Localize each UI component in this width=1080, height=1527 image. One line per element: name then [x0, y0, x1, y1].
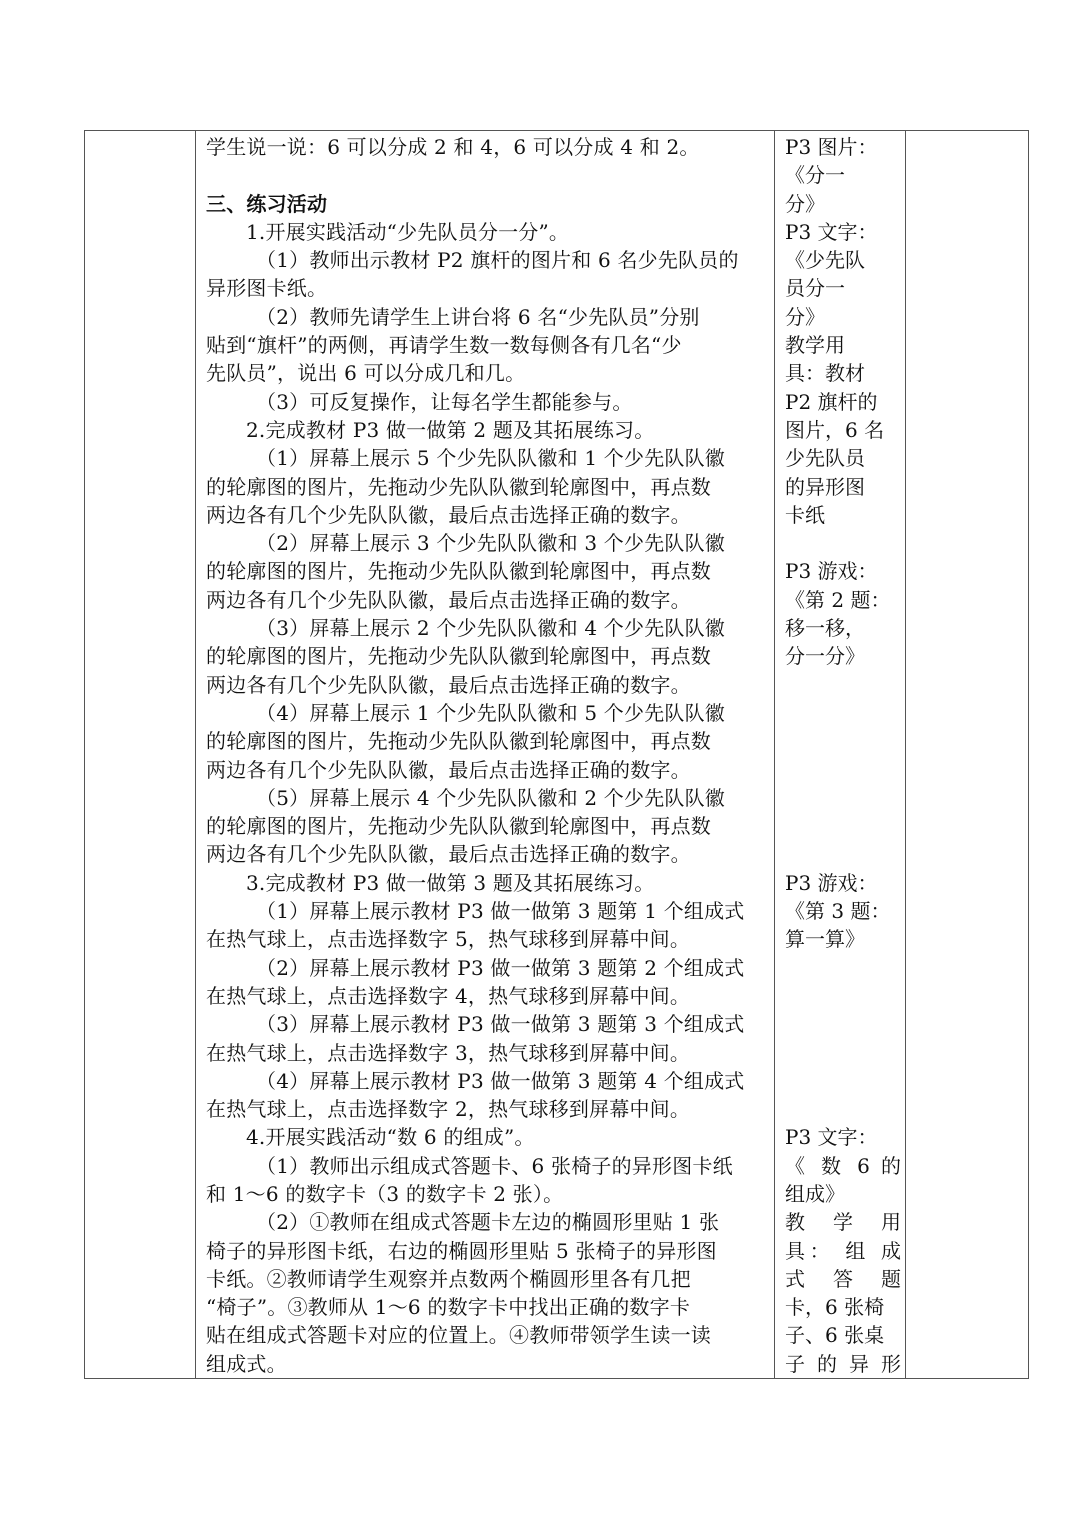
resources-cell — [775, 131, 906, 1379]
resource-line: 子 的 异 形 — [785, 1351, 901, 1376]
text-line: 的轮廓图的图片，先拖动少先队队徽到轮廓图中，再点数 — [206, 559, 711, 584]
text-line: （2）屏幕上展示教材 P3 做一做第 3 题第 2 个组成式 — [256, 955, 745, 980]
resource-line — [785, 529, 901, 557]
resource-line: 员分一 — [785, 276, 845, 301]
text-line: （4）屏幕上展示 1 个少先队队徽和 5 个少先队队徽 — [256, 700, 726, 725]
resource-line: P3 文字： — [785, 219, 878, 244]
resource-line: 分一分》 — [785, 644, 865, 669]
text-line: （1）教师出示组成式答题卡、6 张椅子的异形图卡纸 — [256, 1153, 733, 1178]
resource-line: 具：教材 — [785, 361, 865, 386]
text-line: （1）屏幕上展示教材 P3 做一做第 3 题第 1 个组成式 — [256, 899, 745, 924]
resource-line: 具： 组 成 — [785, 1238, 901, 1263]
text-line: 学生说一说：6 可以分成 2 和 4，6 可以分成 4 和 2。 — [206, 135, 700, 159]
resource-line — [785, 1067, 901, 1095]
resource-line — [785, 784, 901, 812]
text-line: （2）屏幕上展示 3 个少先队队徽和 3 个少先队队徽 — [256, 531, 726, 556]
resource-line — [785, 671, 901, 699]
lesson-plan-table — [84, 130, 1029, 1379]
resource-line — [785, 699, 901, 727]
text-line: 在热气球上，点击选择数字 5，热气球移到屏幕中间。 — [206, 927, 691, 952]
text-line: 2.完成教材 P3 做一做第 2 题及其拓展练习。 — [246, 417, 655, 442]
text-line: 的轮廓图的图片，先拖动少先队队徽到轮廓图中，再点数 — [206, 644, 711, 669]
text-line: 在热气球上，点击选择数字 3，热气球移到屏幕中间。 — [206, 1040, 691, 1065]
text-line: （5）屏幕上展示 4 个少先队队徽和 2 个少先队队徽 — [256, 785, 726, 810]
resource-line: 《少先队 — [785, 248, 865, 273]
resource-line: 子、6 张桌 — [785, 1323, 885, 1348]
text-line: 的轮廓图的图片，先拖动少先队队徽到轮廓图中，再点数 — [206, 814, 711, 839]
section-heading: 三、练习活动 — [206, 191, 328, 216]
resource-line: P3 图片： — [785, 135, 878, 159]
text-line: （3）可反复操作，让每名学生都能参与。 — [256, 389, 633, 414]
resource-line: 的异形图 — [785, 474, 865, 499]
resource-line: P2 旗杆的 — [785, 389, 878, 414]
text-line: 和 1～6 的数字卡（3 的数字卡 2 张）。 — [206, 1181, 564, 1206]
resource-line: 《分一 — [785, 163, 845, 188]
text-line: 先队员”，说出 6 可以分成几和几。 — [206, 361, 526, 386]
table-row — [85, 131, 1029, 1379]
resource-line — [785, 812, 901, 840]
text-line: “椅子”。③教师从 1～6 的数字卡中找出正确的数字卡 — [206, 1295, 691, 1320]
text-line: （1）屏幕上展示 5 个少先队队徽和 1 个少先队队徽 — [256, 446, 726, 471]
resource-line: 卡，6 张椅 — [785, 1295, 885, 1320]
resource-line — [785, 756, 901, 784]
resource-line: 《第 2 题： — [785, 587, 891, 612]
text-line: 贴在组成式答题卡对应的位置上。④教师带领学生读一读 — [206, 1323, 711, 1348]
resource-line: 分》 — [785, 304, 825, 329]
teaching-process-cell — [196, 131, 775, 1379]
resource-line — [785, 954, 901, 982]
text-line: （2）教师先请学生上讲台将 6 名“少先队员”分别 — [256, 304, 700, 329]
text-line: 两边各有几个少先队队徽，最后点击选择正确的数字。 — [206, 842, 691, 867]
text-line: 的轮廓图的图片，先拖动少先队队徽到轮廓图中，再点数 — [206, 729, 711, 754]
resource-line: 教学用 — [785, 333, 845, 358]
resource-line — [785, 1039, 901, 1067]
text-line: 两边各有几个少先队队徽，最后点击选择正确的数字。 — [206, 757, 691, 782]
teaching-process-text — [206, 133, 766, 1378]
stage-column-cell — [85, 131, 196, 1379]
text-line: 两边各有几个少先队队徽，最后点击选择正确的数字。 — [206, 502, 691, 527]
resource-line: P3 游戏： — [785, 870, 878, 895]
resource-line: P3 文字： — [785, 1125, 878, 1150]
text-line: 1.开展实践活动“少先队员分一分”。 — [246, 219, 570, 244]
text-line: 在热气球上，点击选择数字 4，热气球移到屏幕中间。 — [206, 983, 691, 1008]
resource-line: 式 答 题 — [785, 1266, 901, 1291]
resource-line — [785, 727, 901, 755]
text-line: 组成式。 — [206, 1351, 287, 1376]
text-line: （3）屏幕上展示教材 P3 做一做第 3 题第 3 个组成式 — [256, 1012, 745, 1037]
text-line: （1）教师出示教材 P2 旗杆的图片和 6 名少先队员的 — [256, 248, 739, 273]
resource-line: 《 数 6 的 — [785, 1153, 901, 1178]
resource-line: 《第 3 题： — [785, 899, 891, 924]
resources-text — [785, 133, 901, 1378]
resource-line: 少先队员 — [785, 446, 865, 471]
resource-line — [785, 840, 901, 868]
text-line: 两边各有几个少先队队徽，最后点击选择正确的数字。 — [206, 672, 691, 697]
text-line: （3）屏幕上展示 2 个少先队队徽和 4 个少先队队徽 — [256, 616, 726, 641]
resource-line: 图片，6 名 — [785, 417, 885, 442]
text-line: 的轮廓图的图片，先拖动少先队队徽到轮廓图中，再点数 — [206, 474, 711, 499]
text-line: 3.完成教材 P3 做一做第 3 题及其拓展练习。 — [246, 870, 655, 895]
text-line: 4.开展实践活动“数 6 的组成”。 — [246, 1125, 535, 1150]
resource-line — [785, 1010, 901, 1038]
resource-line: 组成》 — [785, 1181, 845, 1206]
resource-line — [785, 1095, 901, 1123]
text-line: 异形图卡纸。 — [206, 276, 328, 301]
text-line: 贴到“旗杆”的两侧，再请学生数一数每侧各有几名“少 — [206, 333, 682, 358]
text-line: 椅子的异形图卡纸，右边的椭圆形里贴 5 张椅子的异形图 — [206, 1238, 717, 1263]
text-line: 卡纸。②教师请学生观察并点数两个椭圆形里各有几把 — [206, 1266, 691, 1291]
resource-line: 教 学 用 — [785, 1210, 901, 1235]
notes-column-cell — [906, 131, 1029, 1379]
text-line: 两边各有几个少先队队徽，最后点击选择正确的数字。 — [206, 587, 691, 612]
text-line: （4）屏幕上展示教材 P3 做一做第 3 题第 4 个组成式 — [256, 1068, 745, 1093]
resource-line — [785, 982, 901, 1010]
resource-line: 移一移， — [785, 616, 865, 641]
text-line: （2）①教师在组成式答题卡左边的椭圆形里贴 1 张 — [256, 1210, 720, 1235]
resource-line: 算一算》 — [785, 927, 865, 952]
resource-line: P3 游戏： — [785, 559, 878, 584]
text-line: 在热气球上，点击选择数字 2，热气球移到屏幕中间。 — [206, 1097, 691, 1122]
resource-line: 卡纸 — [785, 502, 825, 527]
resource-line: 分》 — [785, 191, 825, 216]
text-line — [206, 161, 766, 189]
